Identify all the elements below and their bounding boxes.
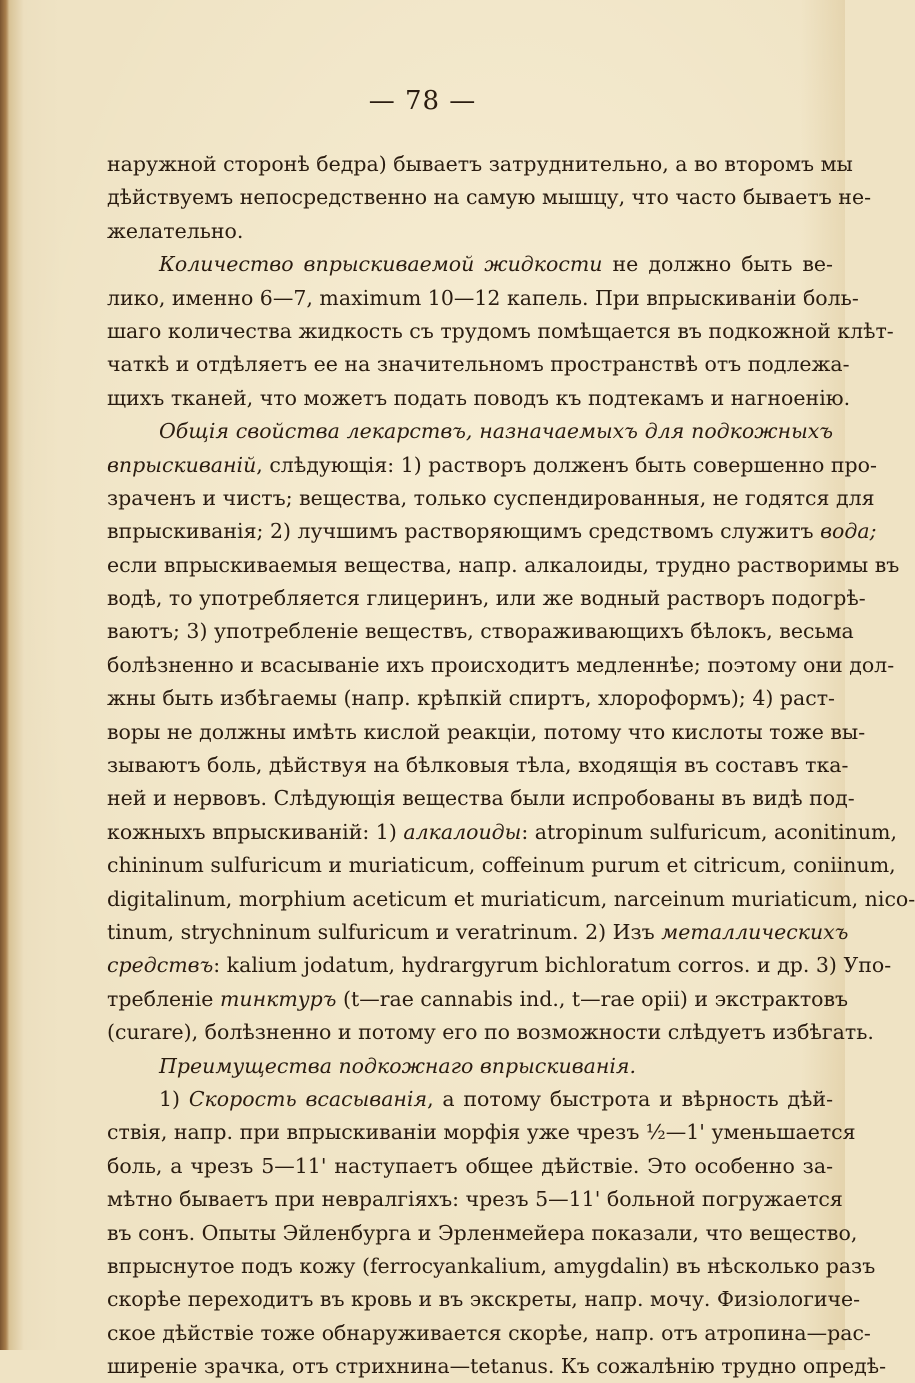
text-segment: ней и нервовъ. Слѣдующія вещества были испробованы въ видѣ под- (107, 786, 855, 811)
text-segment: кожныхъ впрыскиваній: 1) (107, 819, 404, 844)
text-segment: digitalinum, morphium aceticum et muriaticum, narceinum muriaticum, nico- (107, 886, 915, 911)
text-line (107, 248, 833, 281)
text-line (107, 849, 896, 882)
text-line (107, 415, 833, 448)
italic-phrase: алкалоиды (403, 819, 522, 844)
text-segment: : atropinum sulfuricum, aconitinum, (521, 819, 897, 844)
text-segment: tinum, strychninum sulfuricum и veratrinum. 2) Изъ (107, 919, 662, 944)
text-line (107, 449, 877, 482)
text-line (107, 382, 851, 415)
text-segment: ваютъ; 3) употребленіе веществъ, створаживающихъ бѣлокъ, весьма (107, 619, 854, 644)
body-text (107, 148, 915, 1383)
text-line (107, 782, 855, 815)
text-segment: боль, а чрезъ 5—11' наступаетъ общее дѣйствіе. Это особенно за- (107, 1153, 833, 1178)
text-segment: лико, именно 6—7, maximum 10—12 капель. При впрыскиваніи боль- (107, 285, 859, 310)
text-line (107, 1050, 833, 1083)
text-line (107, 1150, 833, 1183)
text-line (107, 1116, 856, 1149)
text-segment: ское дѣйствіе тоже обнаруживается скорѣе, напр. отъ атропина—рас- (107, 1320, 871, 1345)
text-segment: зраченъ и чистъ; вещества, только суспендированныя, не годятся для (107, 485, 875, 510)
text-segment: скорѣе переходитъ въ кровь и въ экскреты, напр. мочу. Физіологиче- (107, 1287, 861, 1312)
text-segment: 1) (159, 1086, 189, 1111)
text-line (107, 749, 849, 782)
italic-phrase: впрыскиваній (107, 452, 257, 477)
text-line (107, 1083, 833, 1116)
text-segment: ствія, напр. при впрыскиваніи морфія уже чрезъ ½—1' уменьшается (107, 1120, 856, 1145)
text-segment: наружной сторонѣ бедра) бываетъ затруднительно, а во второмъ мы (107, 152, 853, 176)
text-line (107, 1217, 858, 1250)
text-line (107, 348, 850, 381)
text-line (107, 482, 875, 515)
text-line (107, 916, 849, 949)
text-line (107, 682, 833, 715)
italic-phrase: тинктуръ (219, 986, 337, 1011)
text-segment: впрыскиванія; 2) лучшимъ растворяющимъ средствомъ служитъ (107, 519, 821, 544)
text-segment: ширеніе зрачка, отъ стрихнина—tetanus. Къ сожалѣнію трудно опредѣ- (107, 1354, 887, 1379)
text-line (107, 949, 892, 982)
italic-phrase: Скорость всасыванія (188, 1086, 428, 1111)
text-segment: жны быть избѣгаемы (напр. крѣпкій спиртъ, хлороформъ); 4) раст- (107, 686, 835, 711)
text-line (107, 1350, 887, 1383)
text-line (107, 649, 895, 682)
italic-phrase: Общія свойства лекарствъ, назначаемыхъ для подкожныхъ (159, 419, 833, 444)
text-line (107, 515, 877, 548)
text-segment: (t—rae cannabis ind., t—rae opii) и экстрактовъ (336, 986, 849, 1011)
text-segment: требленіе (107, 986, 220, 1011)
text-segment: : kalium jodatum, hydrargyrum bichloratum corros. и др. 3) Упо- (213, 953, 892, 978)
text-segment: , слѣдующія: 1) растворъ долженъ быть совершенно про- (256, 452, 877, 477)
italic-phrase: средствъ (107, 953, 214, 978)
text-line (107, 549, 900, 582)
text-line (107, 148, 853, 181)
text-line (107, 716, 866, 749)
text-segment: дѣйствуемъ непосредственно на самую мышцу, что часто бываетъ не- (107, 185, 872, 210)
text-segment: шаго количества жидкость съ трудомъ помѣщается въ подкожной клѣт- (107, 318, 894, 343)
text-line (107, 1317, 871, 1350)
italic-phrase: металлическихъ (661, 919, 849, 944)
text-line (107, 215, 833, 248)
italic-phrase: вода; (820, 519, 877, 544)
text-segment: водѣ, то употребляется глицеринъ, или же водный растворъ подогрѣ- (107, 586, 866, 611)
text-line (107, 1183, 843, 1216)
text-segment: желательно. (107, 218, 244, 243)
text-segment: не должно быть ве- (602, 252, 833, 277)
text-line (107, 315, 894, 348)
text-segment: мѣтно бываетъ при невралгіяхъ: чрезъ 5—11' больной погружается (107, 1187, 843, 1212)
page-number: — 78 — (368, 86, 477, 116)
text-line (107, 582, 866, 615)
text-segment: болѣзненно и всасываніе ихъ происходитъ медленнѣе; поэтому они дол- (107, 652, 895, 677)
text-line (107, 1016, 874, 1049)
text-segment: если впрыскиваемыя вещества, напр. алкалоиды, трудно растворимы въ (107, 552, 900, 577)
italic-phrase: Количество впрыскиваемой жидкости (159, 252, 603, 277)
text-segment: воры не должны имѣть кислой реакціи, потому что кислоты тоже вы- (107, 719, 866, 744)
text-segment: , а потому быстрота и вѣрность дѣй- (427, 1086, 834, 1111)
italic-phrase: Преимущества подкожнаго впрыскиванія. (159, 1053, 637, 1078)
text-segment: впрыснутое подъ кожу (ferrocyankalium, amygdalin) въ нѣсколько разъ (107, 1253, 876, 1278)
text-line (107, 1283, 861, 1316)
text-line (107, 983, 849, 1016)
text-segment: въ сонъ. Опыты Эйленбурга и Эрленмейера показали, что вещество, (107, 1220, 858, 1245)
text-line (107, 816, 897, 849)
text-line (107, 282, 859, 315)
text-segment: (curare), болѣзненно и потому его по возможности слѣдуетъ избѣгать. (107, 1020, 874, 1045)
text-segment: chininum sulfuricum и muriaticum, coffeinum purum et citricum, coniinum, (107, 853, 896, 878)
text-segment: щихъ тканей, что можетъ подать поводъ къ подтекамъ и нагноенію. (107, 385, 851, 410)
text-line (107, 883, 915, 916)
book-spine-edge (0, 0, 9, 1350)
text-line (107, 1250, 876, 1283)
text-segment: зываютъ боль, дѣйствуя на бѣлковыя тѣла, входящія въ составъ тка- (107, 753, 849, 778)
text-line (107, 615, 854, 648)
text-segment: чаткѣ и отдѣляетъ ее на значительномъ пространствѣ отъ подлежа- (107, 352, 850, 377)
text-line (107, 181, 872, 214)
